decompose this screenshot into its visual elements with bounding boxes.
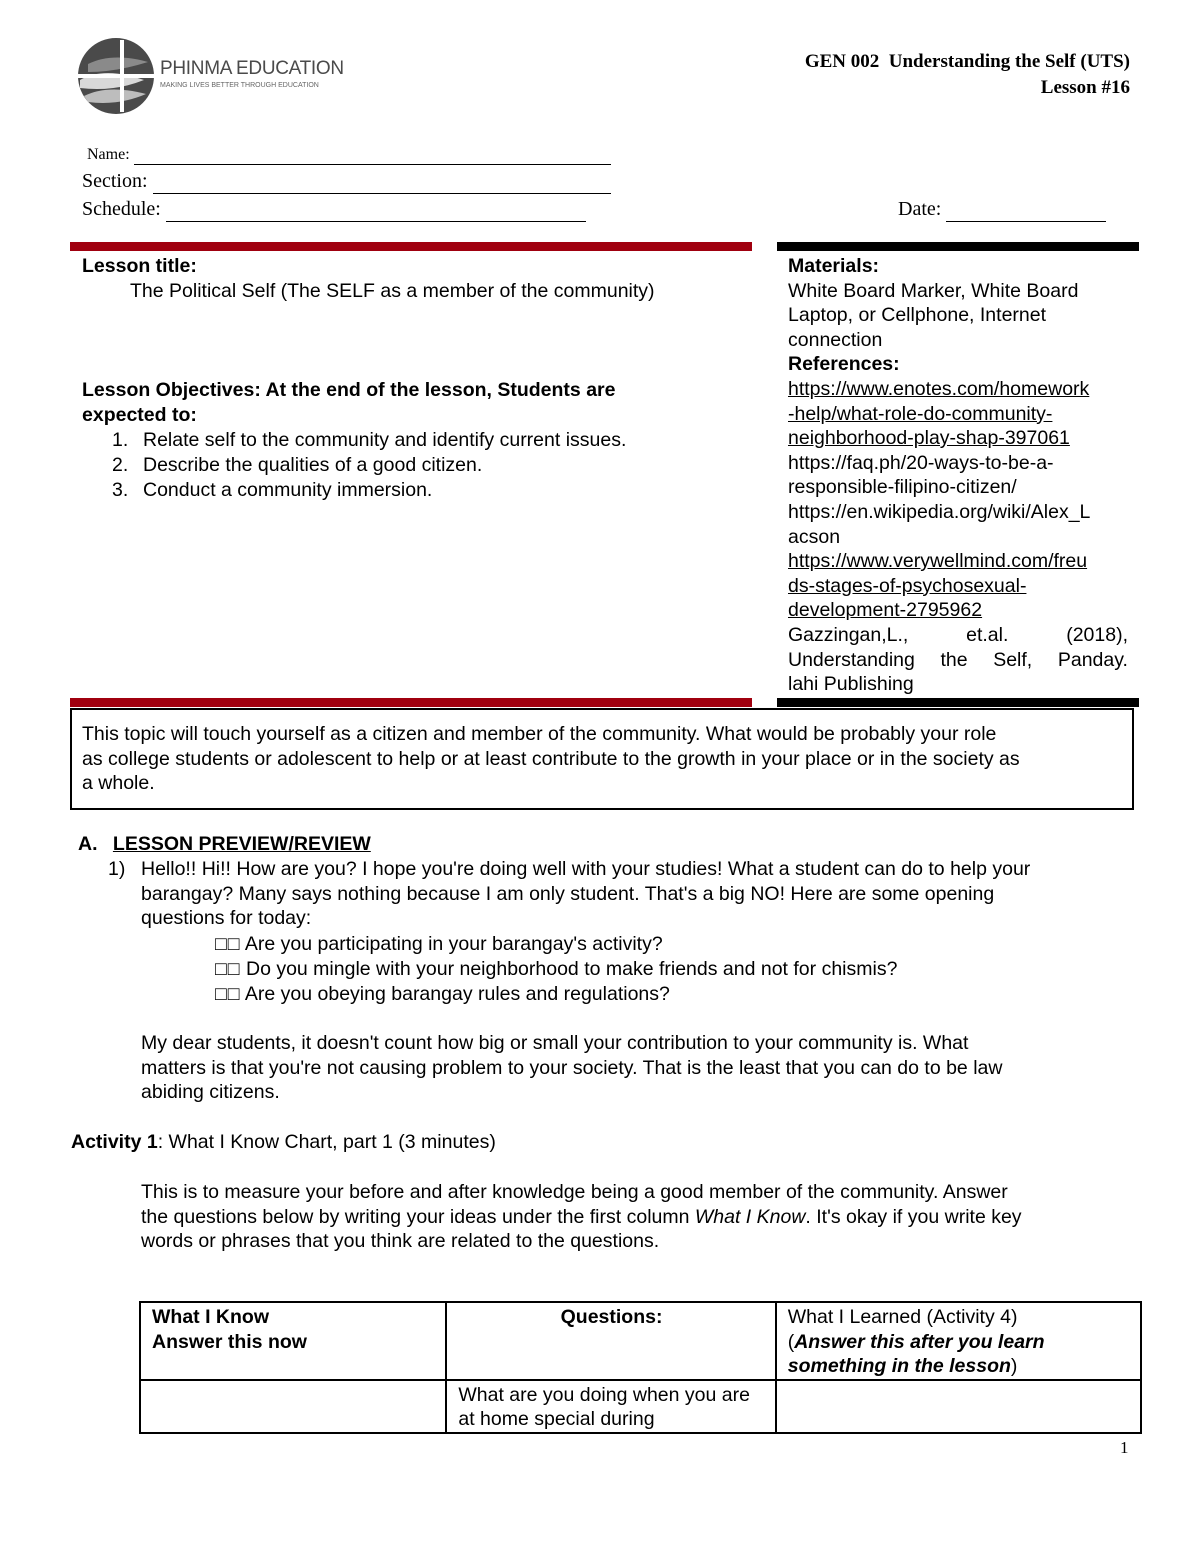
black-rule-top: [777, 242, 1139, 251]
intro-line: as college students or adolescent to help or at least contribute to the growth in your place or in the society as: [82, 747, 1020, 770]
table-row: [140, 1380, 1141, 1433]
objective-item: 3. Conduct a community immersion.: [112, 479, 433, 501]
phinma-logo: [74, 36, 344, 116]
intro-line: This topic will touch yourself as a citizen and member of the community. What would be probably your role: [82, 723, 997, 745]
page-number: 1: [1120, 1438, 1129, 1457]
question-bullet: □□ Are you participating in your barangay's activity?: [215, 933, 663, 955]
red-rule-top: [70, 242, 752, 251]
header-what-i-know: What I Know Answer this now: [140, 1302, 446, 1380]
question-bullet: □□ Do you mingle with your neighborhood to make friends and not for chismis?: [215, 958, 898, 980]
activity-label: Activity 1: [71, 1131, 158, 1153]
section-letter: A.: [78, 833, 98, 855]
course-title: GEN 002 Understanding the Self (UTS): [804, 51, 1130, 72]
section-title: LESSON PREVIEW/REVIEW: [112, 833, 371, 855]
section-a-heading: [78, 832, 371, 857]
red-rule-bottom: [70, 698, 752, 707]
objective-item: 1. Relate self to the community and identify current issues.: [112, 429, 627, 451]
reference-link[interactable]: ds-stages-of-psychosexual-: [788, 574, 1027, 597]
org-name: PHINMA EDUCATION: [160, 58, 344, 79]
date-field[interactable]: [898, 198, 1106, 222]
objective-item: 2. Describe the qualities of a good citizen.: [112, 454, 483, 476]
phinma-globe-icon: [74, 36, 158, 116]
bullet-box-icon: □□: [215, 958, 241, 980]
lesson-title-label: Lesson title:: [82, 255, 197, 277]
reference-text: acson: [788, 525, 841, 548]
materials-line: Laptop, or Cellphone, Internet: [788, 304, 1047, 327]
schedule-field[interactable]: [82, 198, 586, 222]
lesson-title: The Political Self (The SELF as a member of the community): [130, 280, 655, 302]
reference-text: responsible-filipino-citizen/: [788, 476, 1017, 499]
answer-now-cell[interactable]: [140, 1380, 446, 1433]
materials-column: [788, 254, 1128, 697]
lesson-number: Lesson #16: [1040, 77, 1130, 98]
org-tagline: MAKING LIVES BETTER THROUGH EDUCATION: [160, 82, 319, 89]
activity-1-description: This is to measure your before and after knowledge being a good member of the community. Answer the questions below by writing your ideas under the first column What I Know. It's okay if you write key words or phrases that you think are related to the questions.: [141, 1181, 1022, 1253]
reference-link[interactable]: development-2795962: [788, 599, 983, 622]
materials-label: Materials:: [788, 255, 880, 277]
objectives-heading-2: expected to:: [82, 404, 197, 426]
question-bullet: □□ Are you obeying barangay rules and regulations?: [215, 983, 670, 1005]
date-blank[interactable]: [946, 198, 1106, 222]
reference-link[interactable]: https://www.verywellmind.com/freu: [788, 550, 1088, 573]
section-blank[interactable]: [153, 170, 611, 194]
name-field[interactable]: [87, 146, 611, 165]
section-field[interactable]: [82, 170, 611, 194]
book-reference-line-2: Understanding the Self, Panday.: [788, 648, 1128, 671]
preview-paragraph-1: Hello!! Hi!! How are you? I hope you're doing well with your studies! What a student can do to help your barangay? Many says nothing because I am only student. That's a big NO! Here are some opening questions for today:: [141, 858, 1031, 930]
intro-line: a whole.: [82, 772, 155, 795]
book-reference-publisher: lahi Publishing: [788, 673, 914, 696]
activity-1-heading: [71, 1130, 496, 1155]
objectives-heading-1: Lesson Objectives: At the end of the lesson, Students are: [82, 379, 616, 401]
reference-text: https://en.wikipedia.org/wiki/Alex_L: [788, 500, 1091, 523]
reference-link[interactable]: -help/what-role-do-community-: [788, 402, 1053, 425]
preview-paragraph-2: My dear students, it doesn't count how big or small your contribution to your community is. What matters is that you're not causing problem to your society. That is the least that you can do to be law abiding citizens.: [141, 1032, 1003, 1104]
schedule-blank[interactable]: [166, 198, 586, 222]
bullet-box-icon: □□: [215, 983, 241, 1005]
item-number: 1): [108, 858, 126, 880]
materials-line: White Board Marker, White Board: [788, 279, 1079, 302]
activity-title: : What I Know Chart, part 1 (3 minutes): [157, 1131, 496, 1153]
header-what-i-learned: What I Learned (Activity 4) (Answer this after you learn something in the lesson): [776, 1302, 1141, 1380]
name-label: Name:: [87, 146, 130, 163]
schedule-label: Schedule:: [82, 198, 161, 220]
reference-link[interactable]: https://www.enotes.com/homework: [788, 377, 1090, 400]
references-label: References:: [788, 353, 900, 376]
black-rule-bottom: [777, 698, 1139, 707]
question-cell: What are you doing when you are at home special during: [446, 1380, 775, 1433]
table-header-row: [140, 1302, 1141, 1380]
reference-text: https://faq.ph/20-ways-to-be-a-: [788, 451, 1054, 474]
what-i-know-chart: [139, 1301, 1142, 1434]
bullet-box-icon: □□: [215, 933, 241, 955]
section-label: Section:: [82, 170, 148, 192]
header-questions: Questions:: [446, 1302, 775, 1380]
book-reference-line-1: Gazzingan,L., et.al. (2018),: [788, 623, 1128, 646]
name-blank[interactable]: [134, 146, 611, 165]
reference-link[interactable]: neighborhood-play-shap-397061: [788, 427, 1070, 450]
materials-line: connection: [788, 328, 883, 351]
date-label: Date:: [898, 198, 942, 220]
answer-later-cell[interactable]: [776, 1380, 1141, 1433]
intro-box: [70, 708, 1134, 810]
